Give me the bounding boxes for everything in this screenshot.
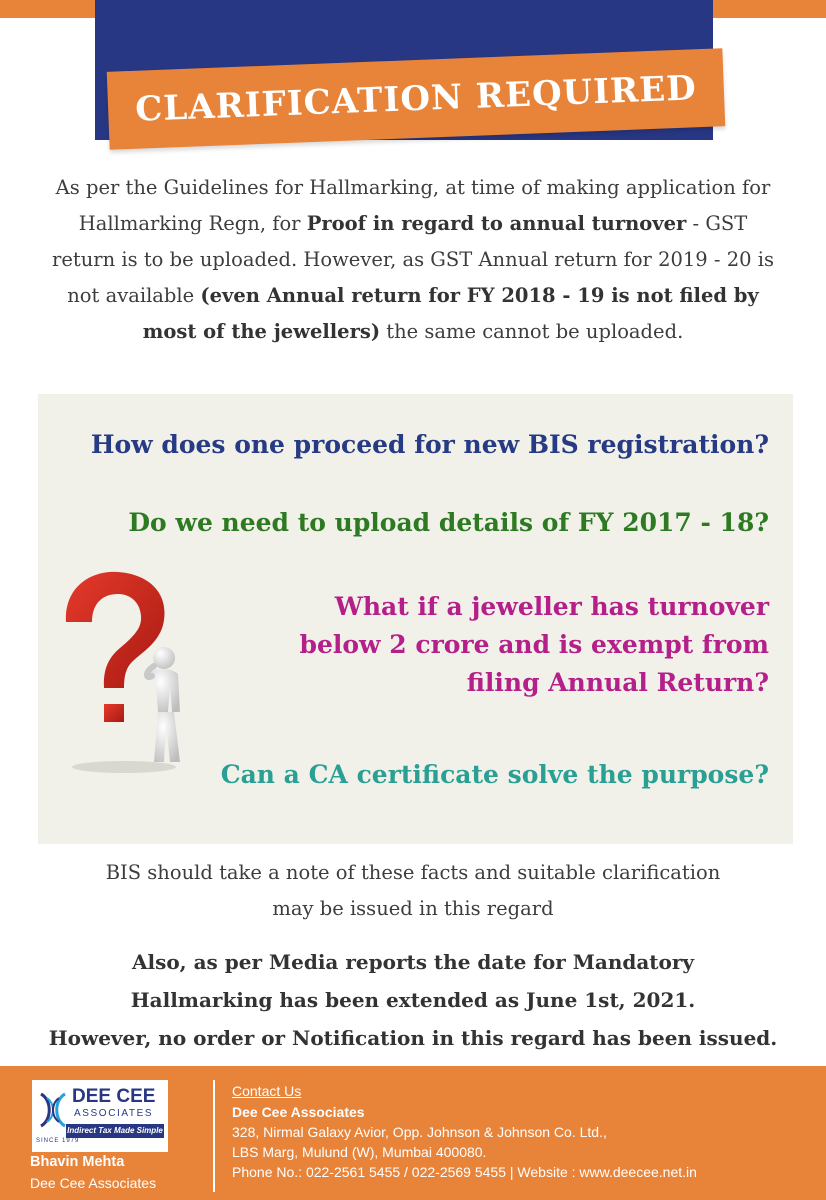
note-line-1: BIS should take a note of these facts and suitable clarification [105, 861, 721, 884]
logo-name: DEE CEE [72, 1086, 156, 1107]
address-line-1: 328, Nirmal Galaxy Avior, Opp. Johnson & Johnson Co. Ltd., [232, 1124, 607, 1140]
intro-text-2: - GST return is to be uploaded. However, as GST Annual return for 2019 - 20 is not available [52, 212, 774, 307]
media-line-1: Also, as per Media reports the date for Mandatory [131, 950, 695, 974]
logo-tagline: Indirect Tax Made Simple [66, 1124, 164, 1138]
question-exempt-jeweller: What if a jeweller has turnover below 2 crore and is exempt from filing Annual Return? [299, 592, 769, 697]
intro-paragraph [50, 170, 776, 350]
footer-divider [213, 1080, 215, 1192]
dee-cee-logo-mark-icon [38, 1090, 68, 1130]
question-fy-2017-18: Do we need to upload details of FY 2017 - 18? [128, 508, 769, 537]
question-bis-registration: How does one proceed for new BIS registration? [90, 430, 769, 459]
phone-website-line: Phone No.: 022-2561 5455 / 022-2569 5455 | Website : www.deecee.net.in [232, 1164, 697, 1180]
media-line-3: However, no order or Notification in this regard has been issued. [48, 1026, 778, 1050]
contact-us-label: Contact Us [232, 1083, 302, 1099]
footer [0, 1066, 826, 1200]
address-line-2: LBS Marg, Mulund (W), Mumbai 400080. [232, 1144, 487, 1160]
contact-organization: Dee Cee Associates [232, 1104, 365, 1120]
questions-panel [38, 394, 793, 844]
intro-bold-1: Proof in regard to annual turnover [306, 212, 687, 235]
dee-cee-logo [32, 1080, 168, 1152]
media-report-text [30, 943, 796, 1057]
page-title: CLARIFICATION REQUIRED [134, 68, 698, 130]
question-ca-certificate: Can a CA certificate solve the purpose? [220, 760, 769, 789]
logo-subtitle: ASSOCIATES [74, 1108, 154, 1119]
note-text [60, 855, 766, 927]
media-line-2: Hallmarking has been extended as June 1st, 2021. [130, 988, 696, 1012]
person-name: Bhavin Mehta [30, 1154, 125, 1170]
person-organization: Dee Cee Associates [30, 1175, 157, 1191]
intro-bold-2: (even Annual return for FY 2018 - 19 is not filed by most of the jewellers) [142, 284, 759, 343]
note-line-2: may be issued in this regard [272, 897, 554, 920]
intro-text-3: the same cannot be uploaded. [380, 320, 684, 343]
intro-text-1: As per the Guidelines for Hallmarking, at time of making application for Hallmarking Regn, for [55, 176, 771, 235]
question-mark-figure-icon [46, 562, 196, 777]
logo-since: SINCE 1979 [36, 1138, 80, 1144]
